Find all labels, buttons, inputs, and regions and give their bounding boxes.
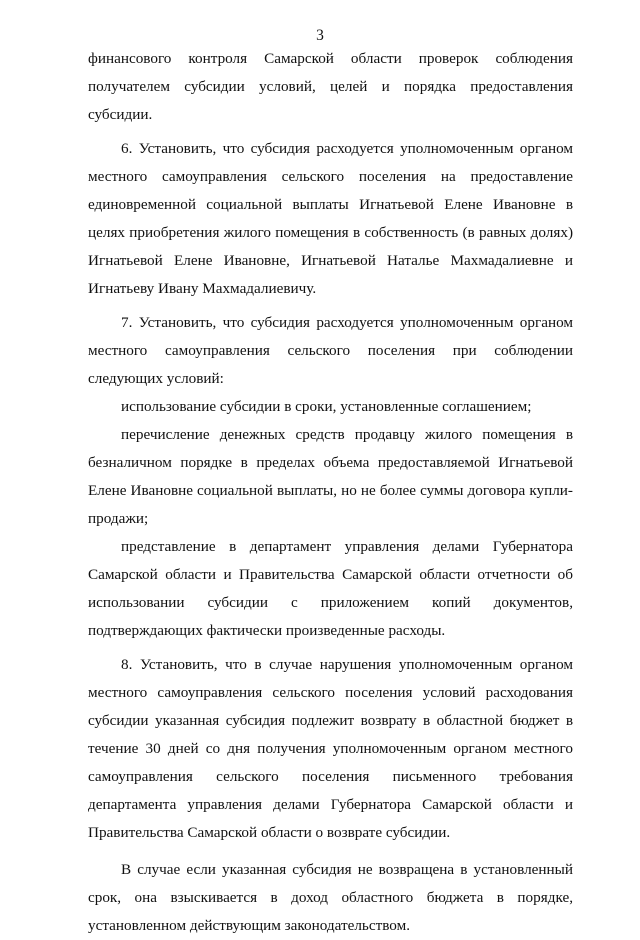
paragraph-condition-3: представление в департамент управления делами Губернатора Самарской области и Правительства Самарской области отчетности об использовании субсидии с приложением копий документов, подтверждающих фактически произведенные расходы. [88, 538, 573, 639]
paragraph-condition-1: использование субсидии в сроки, установленные соглашением; [121, 398, 532, 415]
paragraph-continuation: финансового контроля Самарской области проверок соблюдения получателем субсидии условий, целей и порядка предоставления субсидии. [88, 50, 573, 123]
paragraph-condition-2: перечисление денежных средств продавцу жилого помещения в безналичном порядке в пределах объема предоставляемой Игнатьевой Елене Ивановне социальной выплаты, но не более суммы договора купли-продажи; [88, 426, 573, 527]
paragraph-item-8: 8. Установить, что в случае нарушения уполномоченным органом местного самоуправления сельского поселения условий расходования субсидии указанная субсидия подлежит возврату в областной бюджет в течение 30 дней со дня получения уполномоченным органом местного самоуправления сельского поселения письменного требования департамента управления делами Губернатора Самарской области и Правительства Самарской области о возврате субсидии. [88, 656, 573, 841]
paragraph-return-clause: В случае если указанная субсидия не возвращена в установленный срок, она взыскивается в доход областного бюджета в порядке, установленном действующим законодательством. [88, 861, 573, 934]
paragraph-item-6: 6. Установить, что субсидия расходуется уполномоченным органом местного самоуправления сельского поселения на предоставление единовременной социальной выплаты Игнатьевой Елене Ивановне в целях приобретения жилого помещения в собственность (в равных долях) Игнатьевой Елене Ивановне, Игнатьевой Наталье Махмадалиевне и Игнатьеву Ивану Махмадалиевичу. [88, 140, 573, 297]
page-number: 3 [316, 27, 324, 44]
document-body [88, 43, 573, 940]
paragraph-item-7: 7. Установить, что субсидия расходуется уполномоченным органом местного самоуправления сельского поселения при соблюдении следующих условий: [88, 314, 573, 387]
